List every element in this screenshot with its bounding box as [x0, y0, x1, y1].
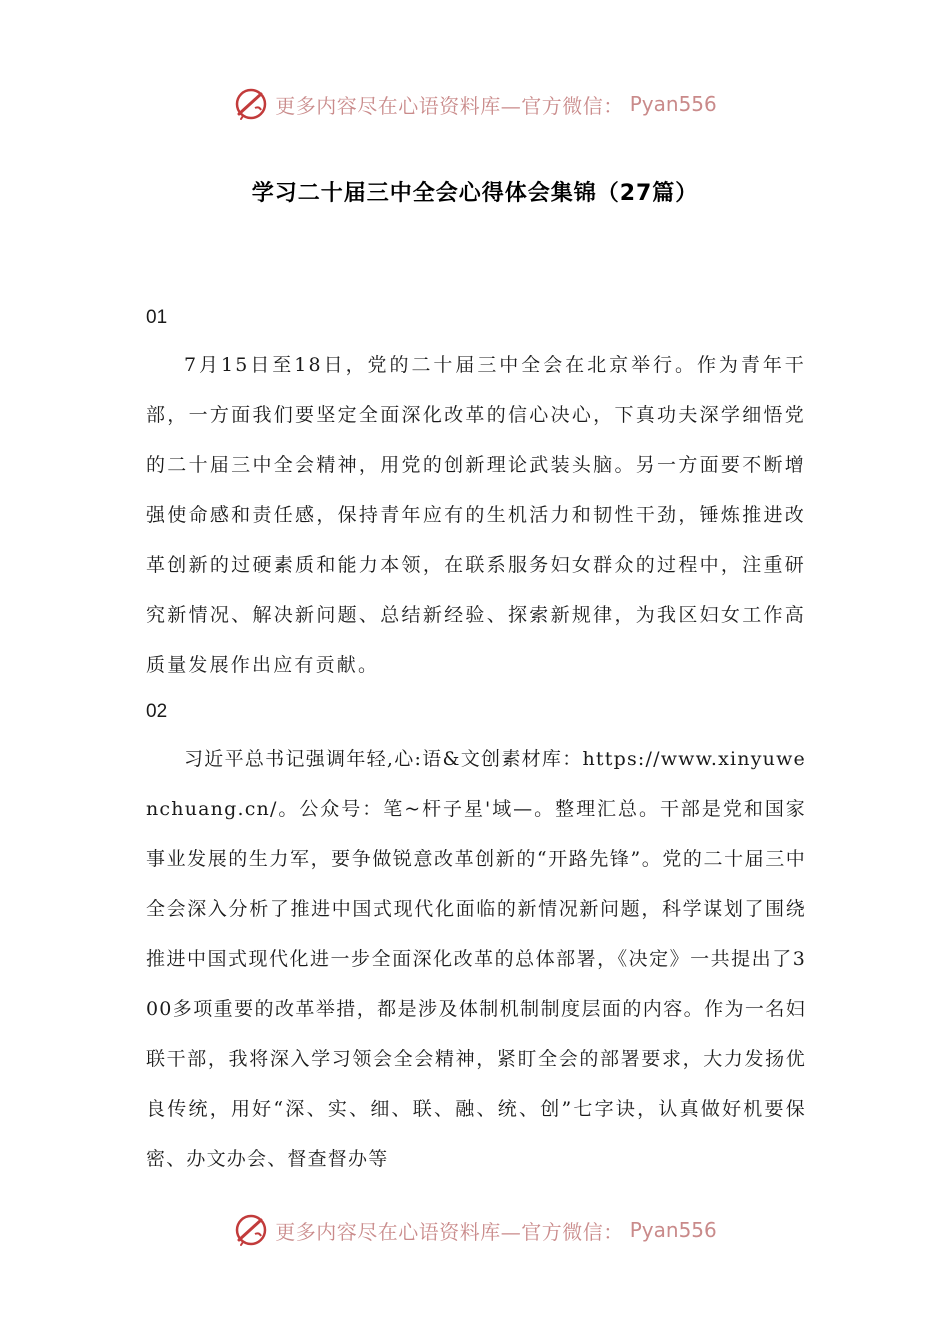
pen-circle-logo-icon: [233, 1212, 269, 1248]
section-number: 02: [146, 701, 168, 722]
section-number: 01: [146, 307, 168, 328]
banner-text: 更多内容尽在心语资料库—官方微信：: [275, 1219, 624, 1244]
section-paragraph: 7月15日至18日，党的二十届三中全会在北京举行。作为青年干部，一方面我们要坚定全面深化改革的信心决心，下真功夫深学细悟党的二十届三中全会精神，用党的创新理论武装头脑。另一方面要不断增强使命感和责任感，保持青年应有的生机活力和韧性干劲，锤炼推进改革创新的过硬素质和能力本领，在联系服务妇女群众的过程中，注重研究新情况、解决新问题、总结新经验、探索新规律，为我区妇女工作高质量发展作出应有贡献。: [146, 354, 806, 676]
pen-circle-logo-icon: [233, 86, 269, 122]
wechat-id: Pyan556: [629, 92, 717, 116]
section-paragraph: 习近平总书记强调年轻,心:语&文创素材库：https://www.xinyuwenchuang.cn/。公众号：笔~杆子星'域—。整理汇总。干部是党和国家事业发展的生力军，要争做锐意改革创新的“开路先锋”。党的二十届三中全会深入分析了推进中国式现代化面临的新情况新问题，科学谋划了围绕推进中国式现代化进一步全面深化改革的总体部署，《决定》一共提出了300多项重要的改革举措，都是涉及体制机制制度层面的内容。作为一名妇联干部，我将深入学习领会全会精神，紧盯全会的部署要求，大力发扬优良传统，用好“深、实、细、联、融、统、创”七字诀，认真做好机要保密、办文办会、督查督办等: [146, 748, 806, 1170]
header-watermark-banner: [0, 82, 950, 126]
document-title: 学习二十届三中全会心得体会集锦（27篇）: [251, 181, 699, 206]
wechat-id: Pyan556: [629, 1218, 717, 1242]
footer-watermark-banner: [0, 1208, 950, 1252]
banner-text: 更多内容尽在心语资料库—官方微信：: [275, 93, 624, 118]
document-body: [146, 296, 806, 1184]
